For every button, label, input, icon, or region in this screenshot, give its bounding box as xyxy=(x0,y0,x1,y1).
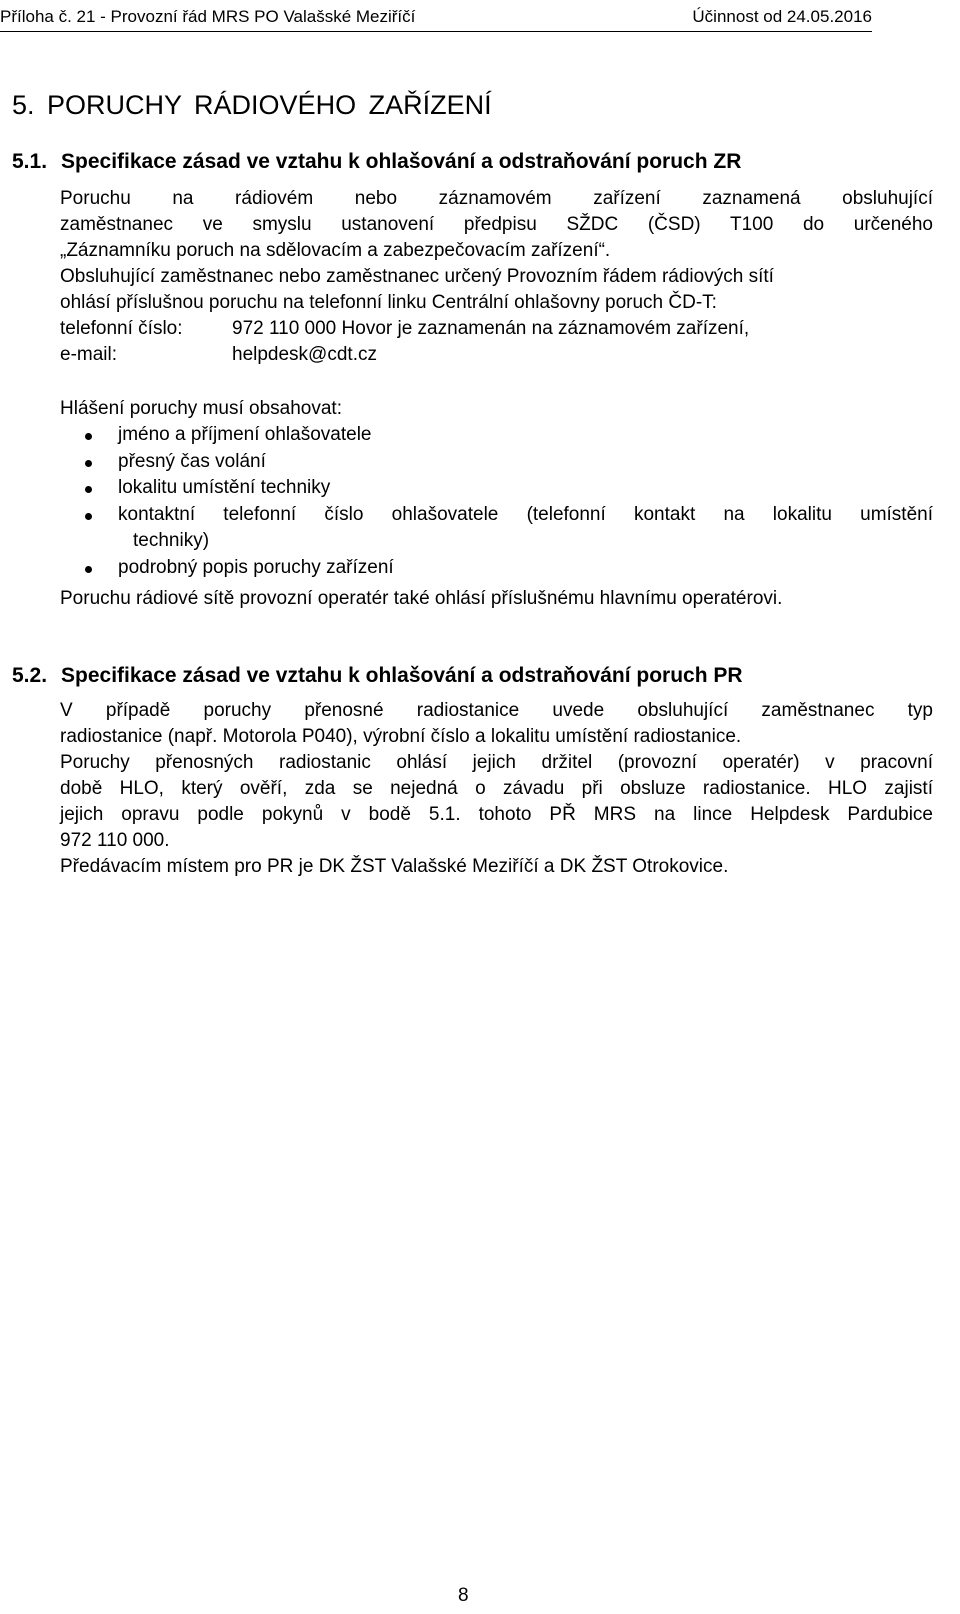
section-5-2-heading xyxy=(12,662,743,690)
section-5-2-title: Specifikace zásad ve vztahu k ohlašování a odstraňování poruch PR xyxy=(61,664,743,687)
bullet-icon xyxy=(85,460,92,467)
section-5-2-number: 5.2. xyxy=(12,664,48,687)
paragraph-line: V případě poruchy přenosné radiostanice uvede obsluhující zaměstnanec typ xyxy=(60,700,933,721)
section-5-1-paragraph-1 xyxy=(60,186,933,264)
section-5-2-paragraph-1 xyxy=(60,698,933,750)
section-5-2-paragraph-3 xyxy=(60,854,933,880)
closing-text: Poruchu rádiové sítě provozní operatér také ohlásí příslušnému hlavnímu operatérovi. xyxy=(60,588,783,609)
chapter-title: 5. PORUCHY RÁDIOVÉHO ZAŘÍZENÍ xyxy=(12,90,492,120)
bullet-icon xyxy=(85,513,92,520)
bullet-icon xyxy=(85,486,92,493)
section-5-1-closing xyxy=(60,586,933,612)
paragraph-line: době HLO, který ověří, zda se nejedná o závadu při obsluze radiostanice. HLO zajistí xyxy=(60,778,933,799)
report-requirements-list xyxy=(60,422,933,581)
list-item xyxy=(60,449,933,476)
bullet-icon xyxy=(85,566,92,573)
paragraph-line: ohlásí příslušnou poruchu na telefonní linku Centrální ohlašovny poruch ČD-T: xyxy=(60,292,717,313)
list-item-text: kontaktní telefonní číslo ohlašovatele (telefonní kontakt na lokalitu umístění xyxy=(118,503,933,525)
header-document-reference: Příloha č. 21 - Provozní řád MRS PO Valašské Meziříčí xyxy=(0,7,416,26)
list-item xyxy=(60,555,933,582)
list-item-text: podrobný popis poruchy zařízení xyxy=(118,556,394,578)
paragraph-line: Obsluhující zaměstnanec nebo zaměstnanec určený Provozním řádem rádiových sítí xyxy=(60,266,774,287)
section-5-1-heading xyxy=(12,148,741,176)
list-item-text: přesný čas volání xyxy=(118,450,266,472)
list-item xyxy=(60,422,933,449)
report-intro xyxy=(60,396,933,422)
page-number: 8 xyxy=(458,1585,469,1606)
list-item-text: lokalitu umístění techniky xyxy=(118,477,331,498)
list-item-text-continuation: techniky) xyxy=(133,530,210,551)
email-link[interactable]: helpdesk@cdt.cz xyxy=(232,344,377,365)
section-5-2-paragraph-2 xyxy=(60,750,933,854)
paragraph-line: Poruchy přenosných radiostanic ohlásí jejich držitel (provozní operatér) v pracovní xyxy=(60,752,933,773)
section-5-1-paragraph-2 xyxy=(60,264,933,368)
report-intro-text: Hlášení poruchy musí obsahovat: xyxy=(60,398,342,419)
section-5-1-title: Specifikace zásad ve vztahu k ohlašování a odstraňování poruch ZR xyxy=(61,150,742,173)
page-header xyxy=(0,4,872,30)
phone-value: 972 110 000 Hovor je zaznamenán na záznamovém zařízení, xyxy=(232,318,750,339)
list-item xyxy=(60,475,933,502)
list-item xyxy=(60,502,933,555)
list-item-text: jméno a příjmení ohlašovatele xyxy=(118,424,372,445)
email-label: e-mail: xyxy=(60,344,118,365)
paragraph-line: 972 110 000. xyxy=(60,830,170,851)
paragraph-line: zaměstnanec ve smyslu ustanovení předpisu SŽDC (ČSD) T100 do určeného xyxy=(60,214,933,235)
email-row xyxy=(60,342,933,368)
paragraph-line: Předávacím místem pro PR je DK ŽST Valašské Meziříčí a DK ŽST Otrokovice. xyxy=(60,856,729,877)
header-divider xyxy=(0,31,872,32)
phone-label: telefonní číslo: xyxy=(60,318,183,339)
paragraph-line: radiostanice (např. Motorola P040), výrobní číslo a lokalitu umístění radiostanice. xyxy=(60,726,742,747)
bullet-icon xyxy=(85,433,92,440)
section-5-1-number: 5.1. xyxy=(12,150,48,173)
paragraph-line: Poruchu na rádiovém nebo záznamovém zařízení zaznamená obsluhující xyxy=(60,188,933,209)
phone-row xyxy=(60,316,933,342)
header-effective-date: Účinnost od 24.05.2016 xyxy=(692,7,872,26)
paragraph-line: „Záznamníku poruch na sdělovacím a zabezpečovacím zařízení“. xyxy=(60,240,611,261)
paragraph-line: jejich opravu podle pokynů v bodě 5.1. tohoto PŘ MRS na lince Helpdesk Pardubice xyxy=(60,804,933,825)
